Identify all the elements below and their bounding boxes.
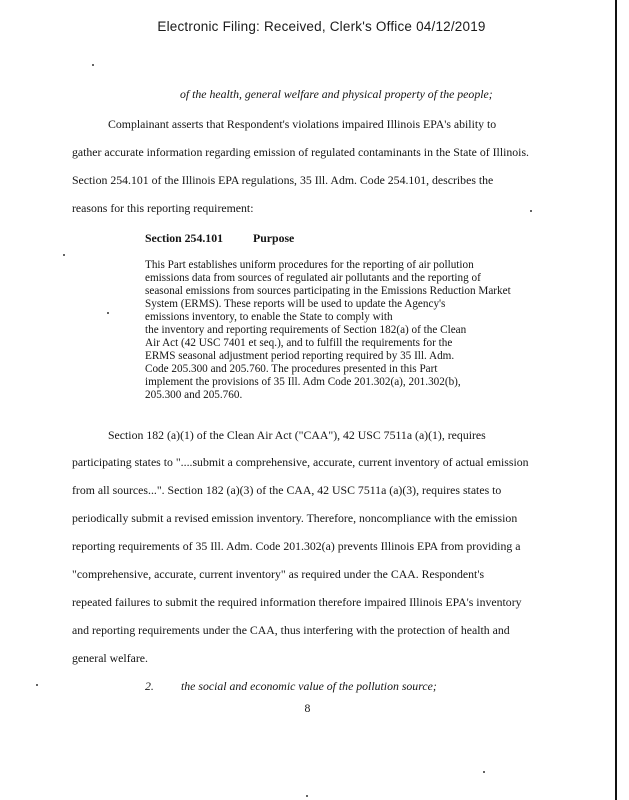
paragraph-line: Complainant asserts that Respondent's violations impaired Illinois EPA's ability to [108,117,497,131]
quote-line: the inventory and reporting requirements of Section 182(a) of the Clean [145,324,467,336]
paragraph-line: Section 182 (a)(1) of the Clean Air Act ("CAA"), 42 USC 7511a (a)(1), requires [108,428,486,442]
scan-speck [530,210,532,212]
paragraph-line: Section 254.101 of the Illinois EPA regulations, 35 Ill. Adm. Code 254.101, describes the [72,173,494,187]
quote-line: emissions inventory, to enable the State to comply with [145,311,393,323]
scan-speck [92,64,94,66]
paragraph-line: and reporting requirements under the CAA, thus interfering with the protection of health and [72,623,510,637]
scan-speck [63,254,65,256]
quote-line: emissions data from sources of regulated air pollutants and the reporting of [145,272,481,284]
quote-line: ERMS seasonal adjustment period reporting required by 35 Ill. Adm. [145,350,455,362]
scan-speck [483,771,485,773]
filing-stamp: Electronic Filing: Received, Clerk's Office 04/12/2019 [157,19,486,34]
paragraph-line: periodically submit a revised emission inventory. Therefore, noncompliance with the emission [72,511,518,525]
quote-line: Code 205.300 and 205.760. The procedures presented in this Part [145,363,438,375]
paragraph-line: participating states to "....submit a comprehensive, accurate, current inventory of actual emission [72,455,529,469]
factor-1-tail: of the health, general welfare and physical property of the people; [180,87,493,101]
paragraph-line: reporting requirements of 35 Ill. Adm. Code 201.302(a) prevents Illinois EPA from providing a [72,539,521,553]
quote-line: seasonal emissions from sources participating in the Emissions Reduction Market [145,285,511,297]
paragraph-line: reasons for this reporting requirement: [72,201,254,215]
factor-2-text: the social and economic value of the pollution source; [181,679,437,693]
page-number: 8 [304,701,311,715]
factor-2-number: 2. [145,679,154,693]
scan-speck [107,312,109,314]
quote-line: implement the provisions of 35 Ill. Adm Code 201.302(a), 201.302(b), [145,376,461,388]
quote-line: 205.300 and 205.760. [145,389,243,401]
paragraph-line: general welfare. [72,651,148,665]
quote-line: System (ERMS). These reports will be used to update the Agency's [145,298,446,310]
paragraph-line: from all sources...". Section 182 (a)(3) of the CAA, 42 USC 7511a (a)(3), requires states to [72,483,502,497]
scan-edge [615,0,617,800]
section-title: Purpose [253,231,295,245]
scan-speck [306,795,308,797]
section-label: Section 254.101 [145,231,223,245]
quote-line: Air Act (42 USC 7401 et seq.), and to fulfill the requirements for the [145,337,453,349]
paragraph-line: "comprehensive, accurate, current inventory" as required under the CAA. Respondent's [72,567,485,581]
scan-speck [36,684,38,686]
paragraph-line: repeated failures to submit the required information therefore impaired Illinois EPA's inventory [72,595,522,609]
paragraph-line: gather accurate information regarding emission of regulated contaminants in the State of Illinois. [72,145,529,159]
quote-line: This Part establishes uniform procedures for the reporting of air pollution [145,259,474,271]
